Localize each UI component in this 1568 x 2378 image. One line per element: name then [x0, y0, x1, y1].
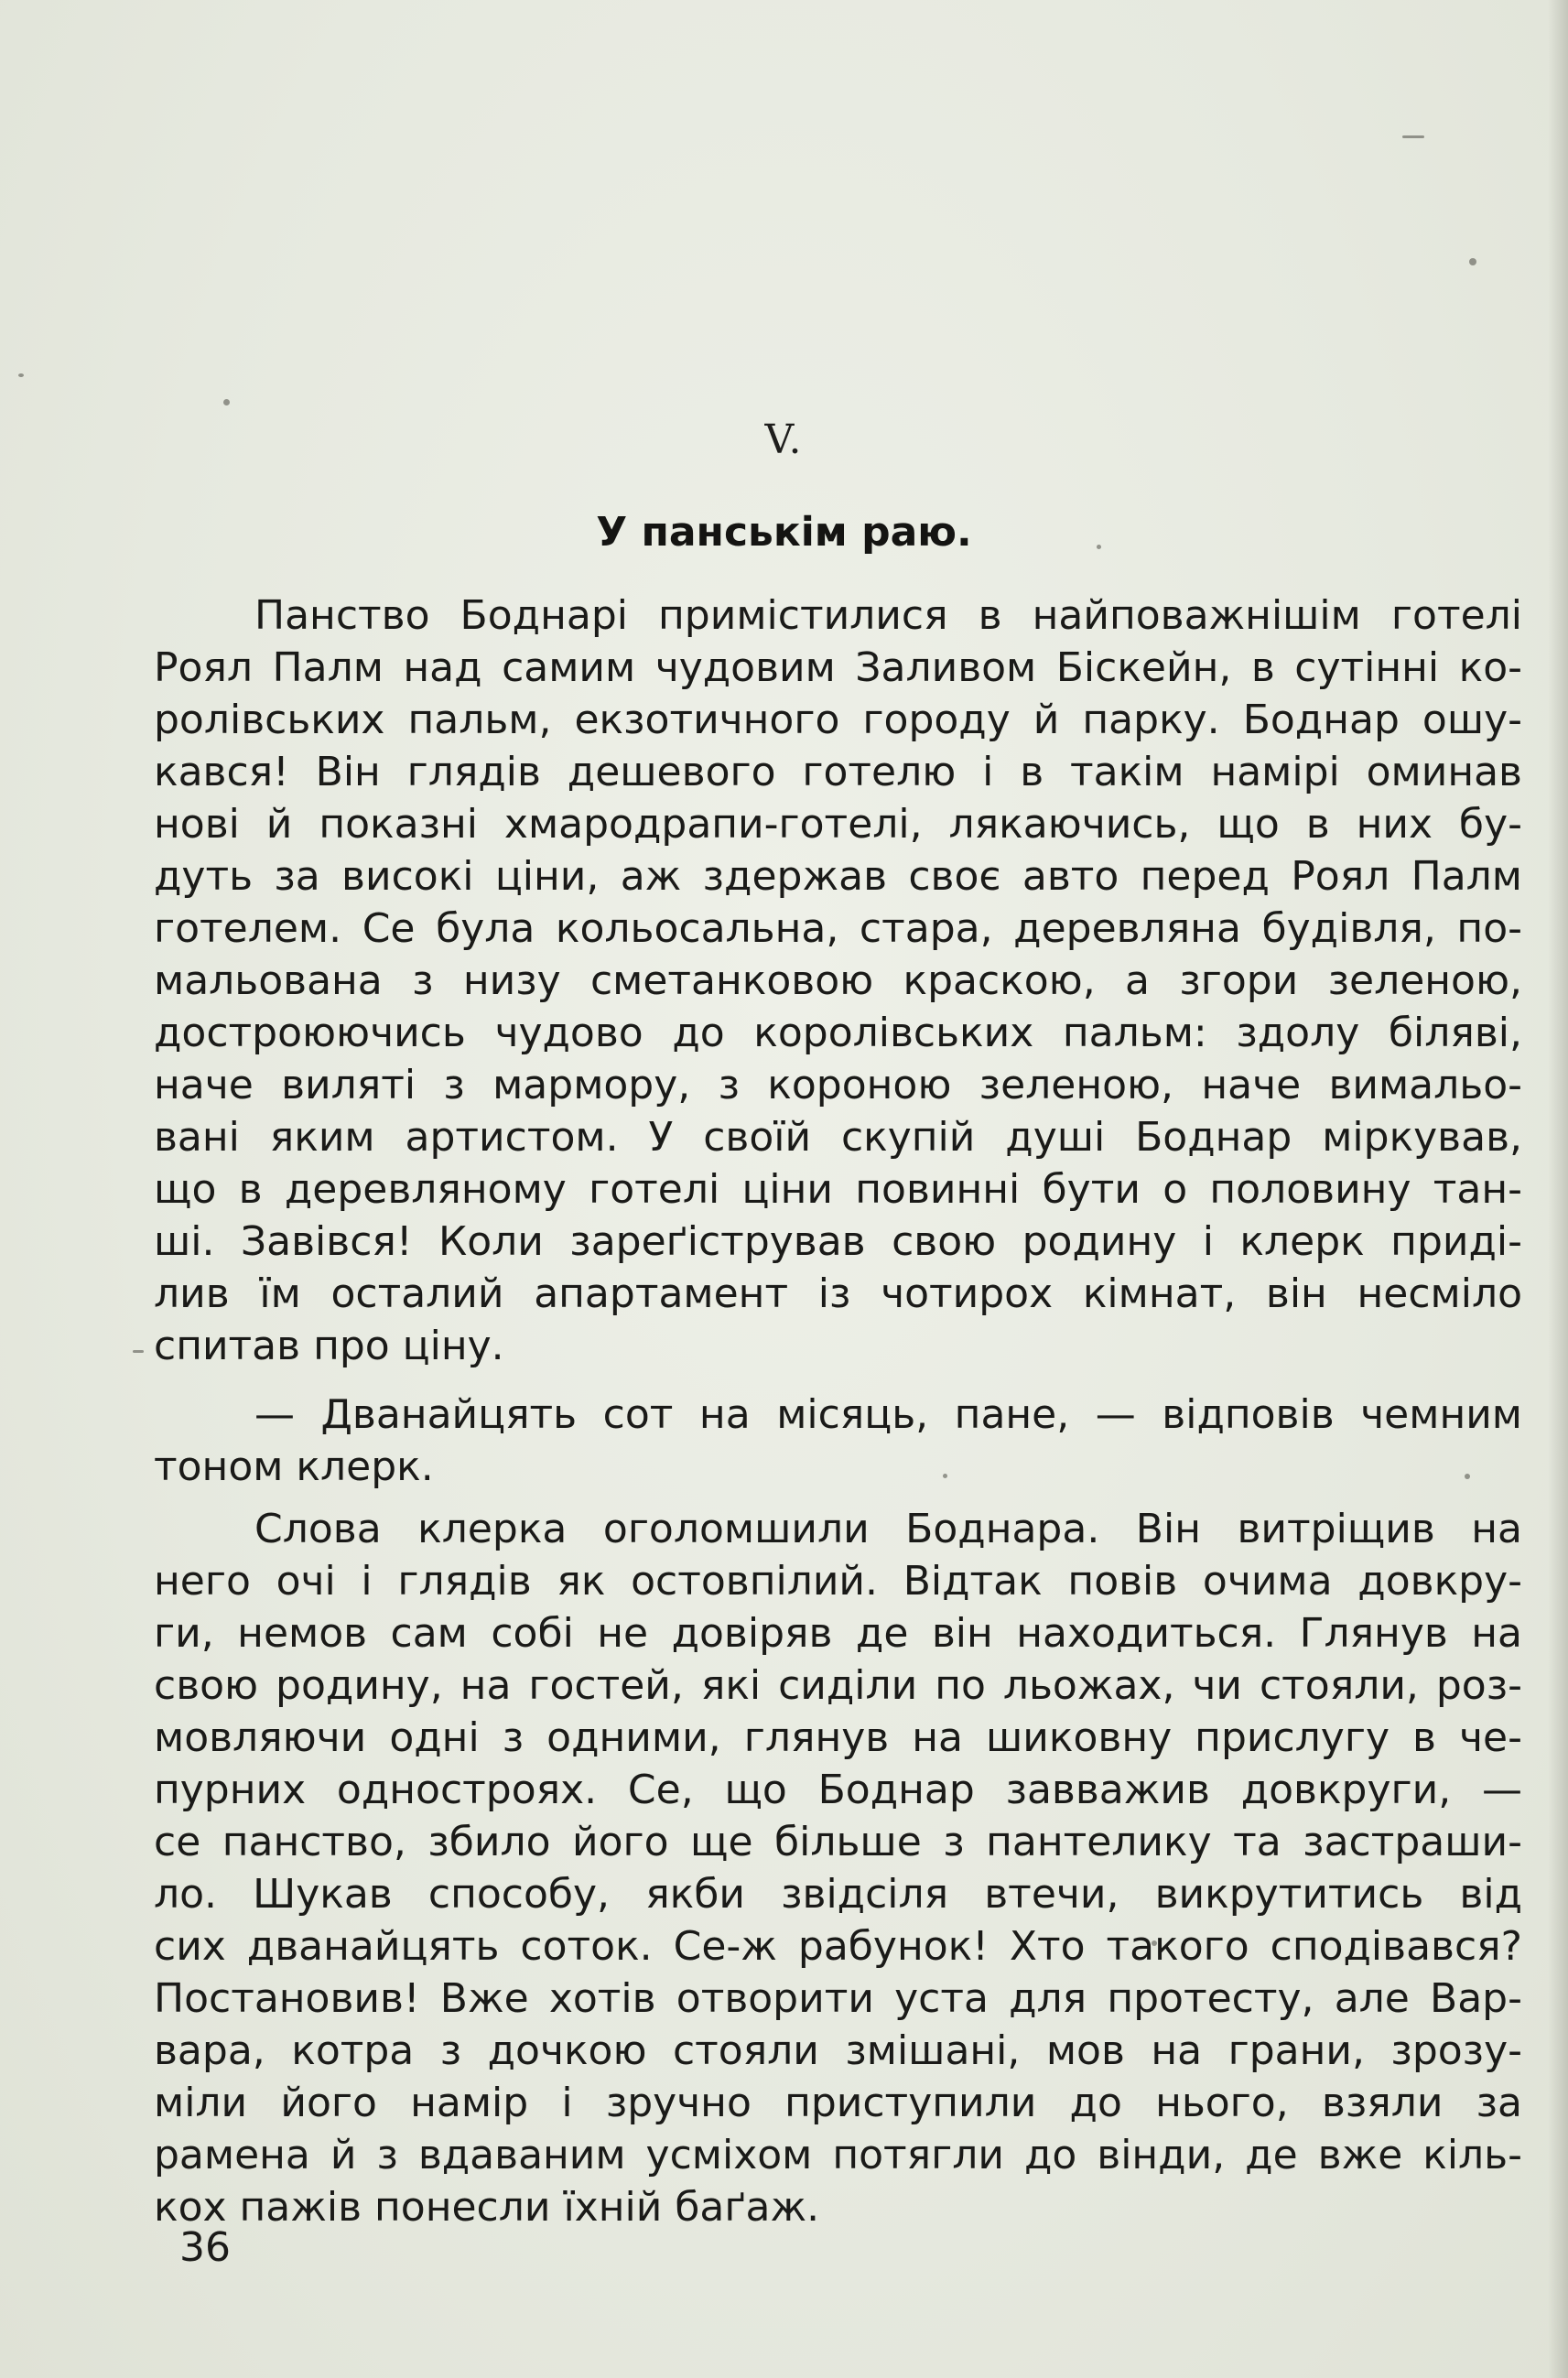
text-line: тоном клерк.	[154, 1443, 434, 1490]
chapter-number: V.	[764, 416, 804, 463]
text-line: достроюючись чудово до королівських пальм: здолу біляві,	[154, 1010, 1522, 1056]
text-line: него очі і глядів як остовпілий. Відтак повів очима довкру-	[154, 1558, 1522, 1605]
text-line: нові й показні хмародрапи-готелі, лякаючись, що в них бу-	[154, 801, 1522, 848]
text-line: — Дванайцять сот на місяць, пане, — відповів чемним	[254, 1391, 1522, 1438]
text-line: лив їм осталий апартамент із чотирох кімнат, він несміло	[154, 1270, 1522, 1317]
chapter-title: У панськім раю.	[596, 509, 972, 556]
text-line: рамена й з вдаваним усміхом потягли до вінди, де вже кіль-	[154, 2132, 1522, 2178]
text-line: мовляючи одні з одними, глянув на шиковну прислугу в че-	[154, 1714, 1522, 1761]
text-line: Роял Палм над самим чудовим Заливом Біскейн, в сутінні ко-	[154, 644, 1522, 691]
page-number: 36	[179, 2224, 231, 2271]
paper-speck	[18, 373, 24, 377]
paper-speck	[223, 399, 230, 405]
text-line: ло. Шукав способу, якби звідсіля втечи, викрутитись від	[154, 1871, 1522, 1918]
text-line: кох пажів понесли їхній баґаж.	[154, 2184, 820, 2231]
text-line: наче виляті з мармору, з короною зеленою, наче вимальо-	[154, 1062, 1522, 1108]
paper-speck	[1402, 135, 1424, 138]
text-line: пурних одностроях. Се, що Боднар завважив довкруги, —	[154, 1767, 1522, 1813]
text-line: міли його намір і зручно приступили до нього, взяли за	[154, 2080, 1522, 2126]
text-line: готелем. Се була кольосальна, стара, деревляна будівля, по-	[154, 905, 1522, 952]
text-line: се панство, збило його ще більше з пантелику та застраши-	[154, 1819, 1522, 1865]
text-line: ги, немов сам собі не довіряв де він находиться. Глянув на	[154, 1610, 1522, 1657]
text-line: ші. Завівся! Коли зареґістрував свою родину і клерк приді-	[154, 1218, 1522, 1265]
text-line: вані яким артистом. У своїй скупій душі Боднар міркував,	[154, 1114, 1522, 1161]
text-line: дуть за високі ціни, аж здержав своє авто перед Роял Палм	[154, 853, 1522, 900]
text-line: сих дванайцять соток. Се-ж рабунок! Хто такого сподівався?	[154, 1923, 1522, 1970]
text-line: спитав про ціну.	[154, 1323, 504, 1369]
page-edge-shadow	[1548, 0, 1568, 2378]
text-line: кався! Він глядів дешевого готелю і в такім намірі оминав	[154, 749, 1522, 795]
text-line: ролівських пальм, екзотичного городу й парку. Боднар ошу-	[154, 697, 1522, 743]
text-line: Слова клерка оголомшили Боднара. Він витріщив на	[254, 1506, 1522, 1552]
text-line: Постановив! Вже хотів отворити уста для протесту, але Вар-	[154, 1975, 1522, 2022]
text-line: Панство Боднарі примістилися в найповажнішім готелі	[254, 592, 1522, 639]
text-line: що в деревляному готелі ціни повинні бути о половину тан-	[154, 1166, 1522, 1213]
paper-speck	[133, 1350, 144, 1353]
text-line: вара, котра з дочкою стояли змішані, мов на грани, зрозу-	[154, 2027, 1522, 2074]
text-line: свою родину, на гостей, які сиділи по льожах, чи стояли, роз-	[154, 1662, 1522, 1709]
paper-speck	[1469, 258, 1476, 265]
text-line: мальована з низу сметанковою краскою, а згори зеленою,	[154, 957, 1522, 1004]
